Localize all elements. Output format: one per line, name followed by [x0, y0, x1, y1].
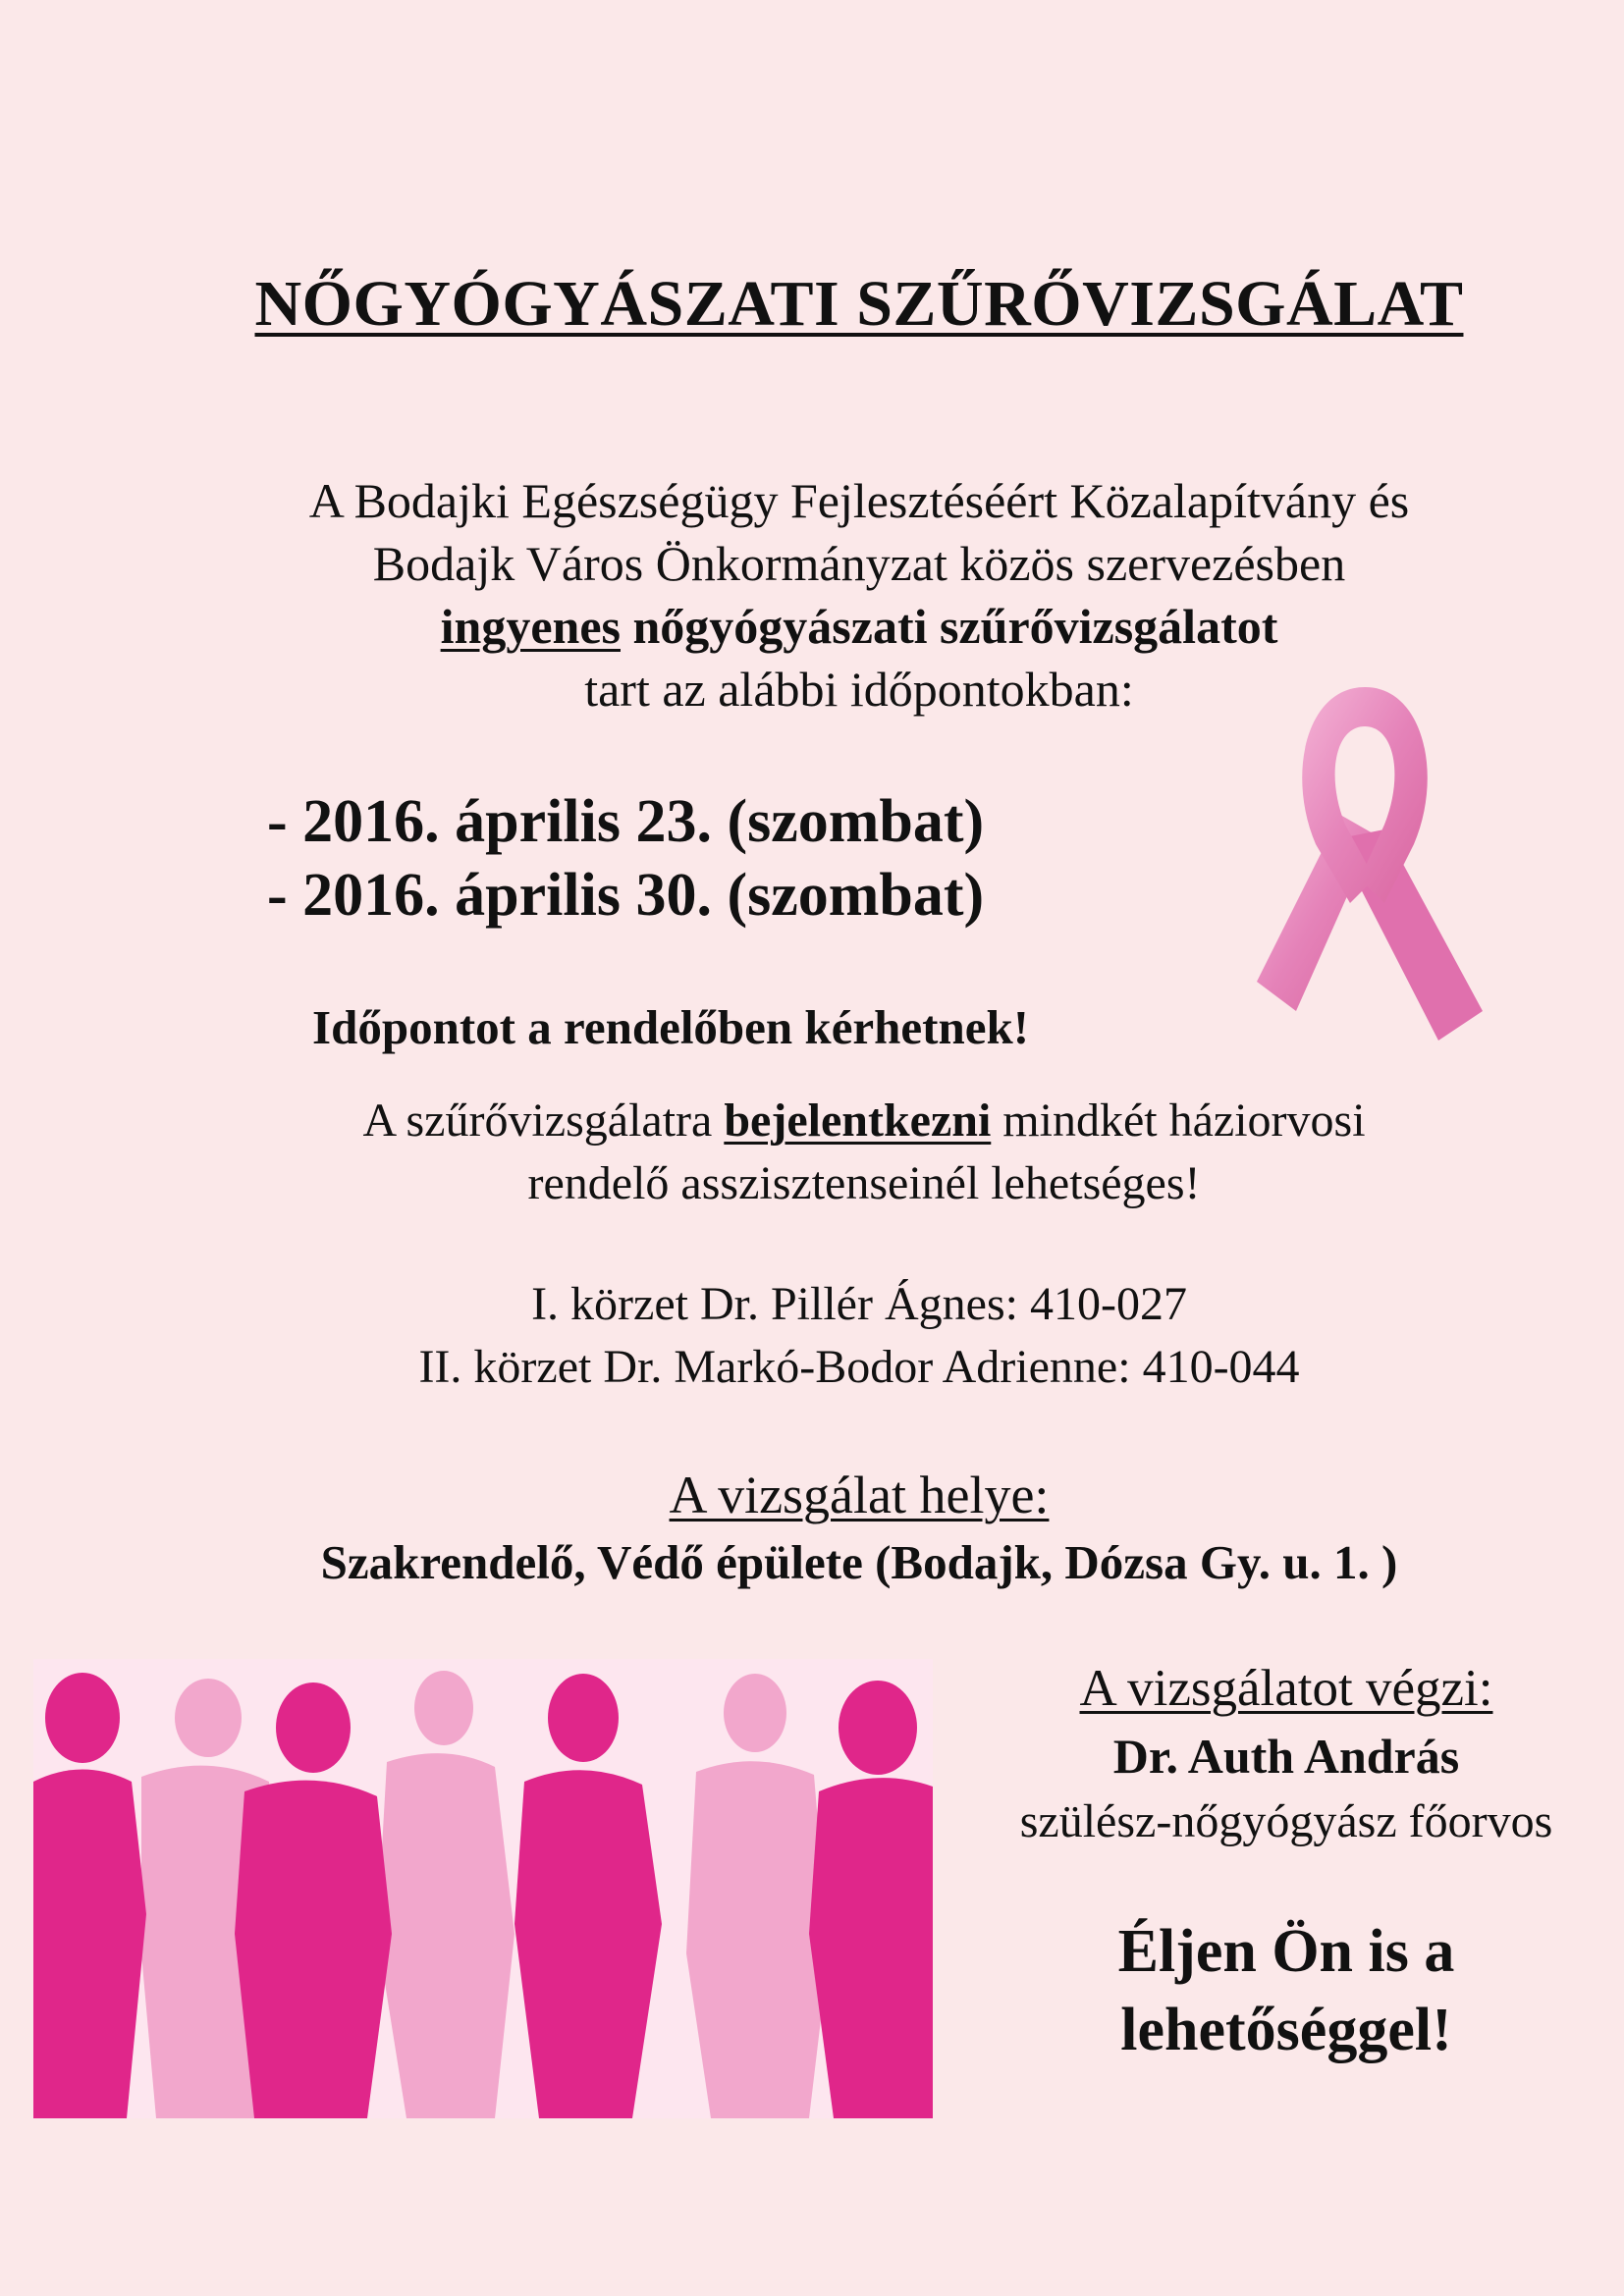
examiner-heading: A vizsgálatot végzi: [1079, 1660, 1493, 1717]
intro-line-1: A Bodajki Egészségügy Fejlesztéséért Közalapítvány és [308, 473, 1410, 528]
registration-text [275, 1090, 1453, 1215]
women-silhouettes-image [33, 1659, 933, 2118]
doctor-item: I. körzet Dr. Pillér Ágnes: 410-027 [531, 1278, 1187, 1330]
registration-line-1 [275, 1090, 1453, 1152]
date-list [267, 785, 984, 933]
slogan-line-1: Éljen Ön is a [1117, 1918, 1455, 1985]
registration-suffix: mindkét háziorvosi [991, 1095, 1366, 1147]
date-item: - 2016. április 23. (szombat) [267, 788, 985, 855]
pink-ribbon-icon [1227, 658, 1502, 1050]
appointment-note: Időpontot a rendelőben kérhetnek! [312, 1000, 1030, 1054]
intro-line-3 [196, 595, 1522, 658]
examiner-name: Dr. Auth András [1112, 1729, 1460, 1784]
registration-keyword: bejelentkezni [724, 1095, 992, 1147]
free-word: ingyenes [440, 599, 621, 654]
slogan [982, 1912, 1591, 2069]
slogan-line-2: lehetőséggel! [1120, 1997, 1452, 2063]
intro-line-3-rest: nőgyógyászati szűrővizsgálatot [620, 599, 1278, 654]
place-heading: A vizsgálat helye: [669, 1466, 1050, 1524]
doctor-list [196, 1273, 1522, 1399]
registration-line-2: rendelő asszisztenseinél lehetséges! [527, 1157, 1201, 1209]
registration-prefix: A szűrővizsgálatra [362, 1095, 725, 1147]
intro-line-2: Bodajk Város Önkormányzat közös szervezésben [372, 536, 1346, 591]
doctor-item: II. körzet Dr. Markó-Bodor Adrienne: 410-044 [418, 1341, 1300, 1393]
place-address: Szakrendelő, Védő épülete (Bodajk, Dózsa Gy. u. 1. ) [320, 1535, 1398, 1589]
date-item: - 2016. április 30. (szombat) [267, 862, 985, 929]
examiner-role: szülész-nőgyógyász főorvos [1019, 1795, 1553, 1847]
page-title: NŐGYÓGYÁSZATI SZŰRŐVIZSGÁLAT [254, 268, 1464, 340]
intro-line-4: tart az alábbi időpontokban: [584, 662, 1134, 717]
